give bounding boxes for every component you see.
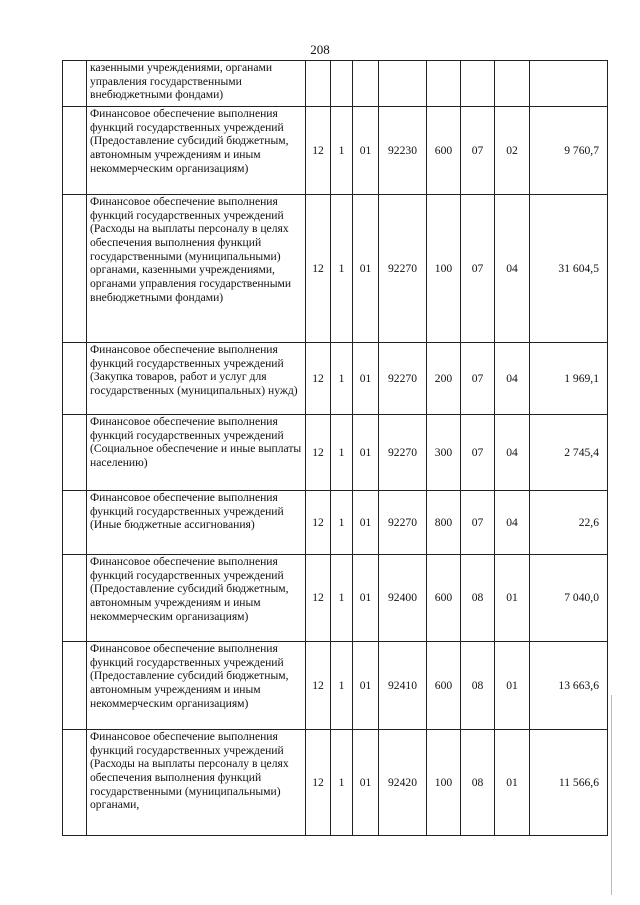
description-cell: Финансовое обеспечение выполнения функций государственных учреждений (Предоставление субсидий бюджетным, автономным учреждениям и иным некоммерческим организациям): [87, 555, 306, 642]
expense-type-cell: 100: [427, 195, 461, 343]
table-row: [63, 61, 608, 107]
target-article-cell: 92400: [379, 555, 427, 642]
code-cell-3: 01: [353, 107, 379, 195]
index-cell: [63, 195, 87, 343]
expense-type-cell: 600: [427, 107, 461, 195]
page-number: 208: [310, 42, 330, 57]
section-cell: 07: [461, 415, 495, 491]
section-cell: 08: [461, 555, 495, 642]
description-cell: Финансовое обеспечение выполнения функций государственных учреждений (Расходы на выплаты персоналу в целях обеспечения выполнения функций государственными (муниципальными) органами,: [87, 730, 306, 836]
target-article-cell: 92270: [379, 415, 427, 491]
subsection-cell: 01: [495, 642, 530, 730]
index-cell: [63, 555, 87, 642]
description-cell: Финансовое обеспечение выполнения функций государственных учреждений (Предоставление субсидий бюджетным, автономным учреждениям и иным некоммерческим организациям): [87, 107, 306, 195]
code-cell-3: 01: [353, 642, 379, 730]
code-cell-1: 12: [306, 343, 331, 415]
code-cell-1: 12: [306, 107, 331, 195]
table-row: [63, 555, 608, 642]
table-row: [63, 343, 608, 415]
budget-table: [62, 60, 608, 836]
subsection-cell: 01: [495, 730, 530, 836]
expense-type-cell: 100: [427, 730, 461, 836]
index-cell: [63, 730, 87, 836]
target-article-cell: 92230: [379, 107, 427, 195]
description-cell: Финансовое обеспечение выполнения функций государственных учреждений (Расходы на выплаты персоналу в целях обеспечения выполнения функций государственными (муниципальными) органами, казенными учреждениями, органами управления государственными внебюджетными фондами): [87, 195, 306, 343]
table-row: [63, 415, 608, 491]
index-cell: [63, 343, 87, 415]
code-cell-1: 12: [306, 415, 331, 491]
amount-cell: 13 663,6: [530, 642, 608, 730]
target-article-cell: 92270: [379, 491, 427, 555]
code-cell-1: [306, 61, 331, 107]
code-cell-3: [353, 61, 379, 107]
code-cell-2: 1: [331, 195, 353, 343]
code-cell-2: 1: [331, 642, 353, 730]
code-cell-2: 1: [331, 107, 353, 195]
amount-cell: 1 969,1: [530, 343, 608, 415]
code-cell-3: 01: [353, 555, 379, 642]
table-row: [63, 107, 608, 195]
section-cell: [461, 61, 495, 107]
code-cell-3: 01: [353, 343, 379, 415]
expense-type-cell: 200: [427, 343, 461, 415]
index-cell: [63, 491, 87, 555]
code-cell-1: 12: [306, 491, 331, 555]
amount-cell: 31 604,5: [530, 195, 608, 343]
description-cell: Финансовое обеспечение выполнения функций государственных учреждений (Закупка товаров, работ и услуг для государственных (муниципальных) нужд): [87, 343, 306, 415]
code-cell-2: 1: [331, 555, 353, 642]
expense-type-cell: 600: [427, 642, 461, 730]
index-cell: [63, 61, 87, 107]
amount-cell: 9 760,7: [530, 107, 608, 195]
description-cell: казенными учреждениями, органами управления государственными внебюджетными фондами): [87, 61, 306, 107]
code-cell-1: 12: [306, 555, 331, 642]
section-cell: 08: [461, 730, 495, 836]
target-article-cell: 92270: [379, 195, 427, 343]
target-article-cell: 92270: [379, 343, 427, 415]
section-cell: 07: [461, 107, 495, 195]
code-cell-2: 1: [331, 730, 353, 836]
target-article-cell: 92410: [379, 642, 427, 730]
code-cell-3: 01: [353, 195, 379, 343]
code-cell-2: 1: [331, 415, 353, 491]
expense-type-cell: 600: [427, 555, 461, 642]
amount-cell: 2 745,4: [530, 415, 608, 491]
section-cell: 07: [461, 491, 495, 555]
section-cell: 07: [461, 195, 495, 343]
amount-cell: [530, 61, 608, 107]
code-cell-3: 01: [353, 491, 379, 555]
code-cell-1: 12: [306, 642, 331, 730]
table-row: [63, 195, 608, 343]
code-cell-3: 01: [353, 415, 379, 491]
code-cell-3: 01: [353, 730, 379, 836]
subsection-cell: 02: [495, 107, 530, 195]
expense-type-cell: [427, 61, 461, 107]
subsection-cell: [495, 61, 530, 107]
scan-border-mark: [611, 695, 612, 895]
description-cell: Финансовое обеспечение выполнения функций государственных учреждений (Иные бюджетные ассигнования): [87, 491, 306, 555]
code-cell-2: [331, 61, 353, 107]
table-row: [63, 730, 608, 836]
index-cell: [63, 642, 87, 730]
expense-type-cell: 800: [427, 491, 461, 555]
subsection-cell: 04: [495, 491, 530, 555]
expense-type-cell: 300: [427, 415, 461, 491]
description-cell: Финансовое обеспечение выполнения функций государственных учреждений (Социальное обеспечение и иные выплаты населению): [87, 415, 306, 491]
section-cell: 08: [461, 642, 495, 730]
code-cell-1: 12: [306, 195, 331, 343]
index-cell: [63, 415, 87, 491]
code-cell-1: 12: [306, 730, 331, 836]
amount-cell: 22,6: [530, 491, 608, 555]
code-cell-2: 1: [331, 343, 353, 415]
subsection-cell: 04: [495, 195, 530, 343]
section-cell: 07: [461, 343, 495, 415]
target-article-cell: 92420: [379, 730, 427, 836]
code-cell-2: 1: [331, 491, 353, 555]
target-article-cell: [379, 61, 427, 107]
amount-cell: 11 566,6: [530, 730, 608, 836]
table-row: [63, 491, 608, 555]
table-row: [63, 642, 608, 730]
subsection-cell: 01: [495, 555, 530, 642]
subsection-cell: 04: [495, 343, 530, 415]
description-cell: Финансовое обеспечение выполнения функций государственных учреждений (Предоставление субсидий бюджетным, автономным учреждениям и иным некоммерческим организациям): [87, 642, 306, 730]
amount-cell: 7 040,0: [530, 555, 608, 642]
index-cell: [63, 107, 87, 195]
subsection-cell: 04: [495, 415, 530, 491]
